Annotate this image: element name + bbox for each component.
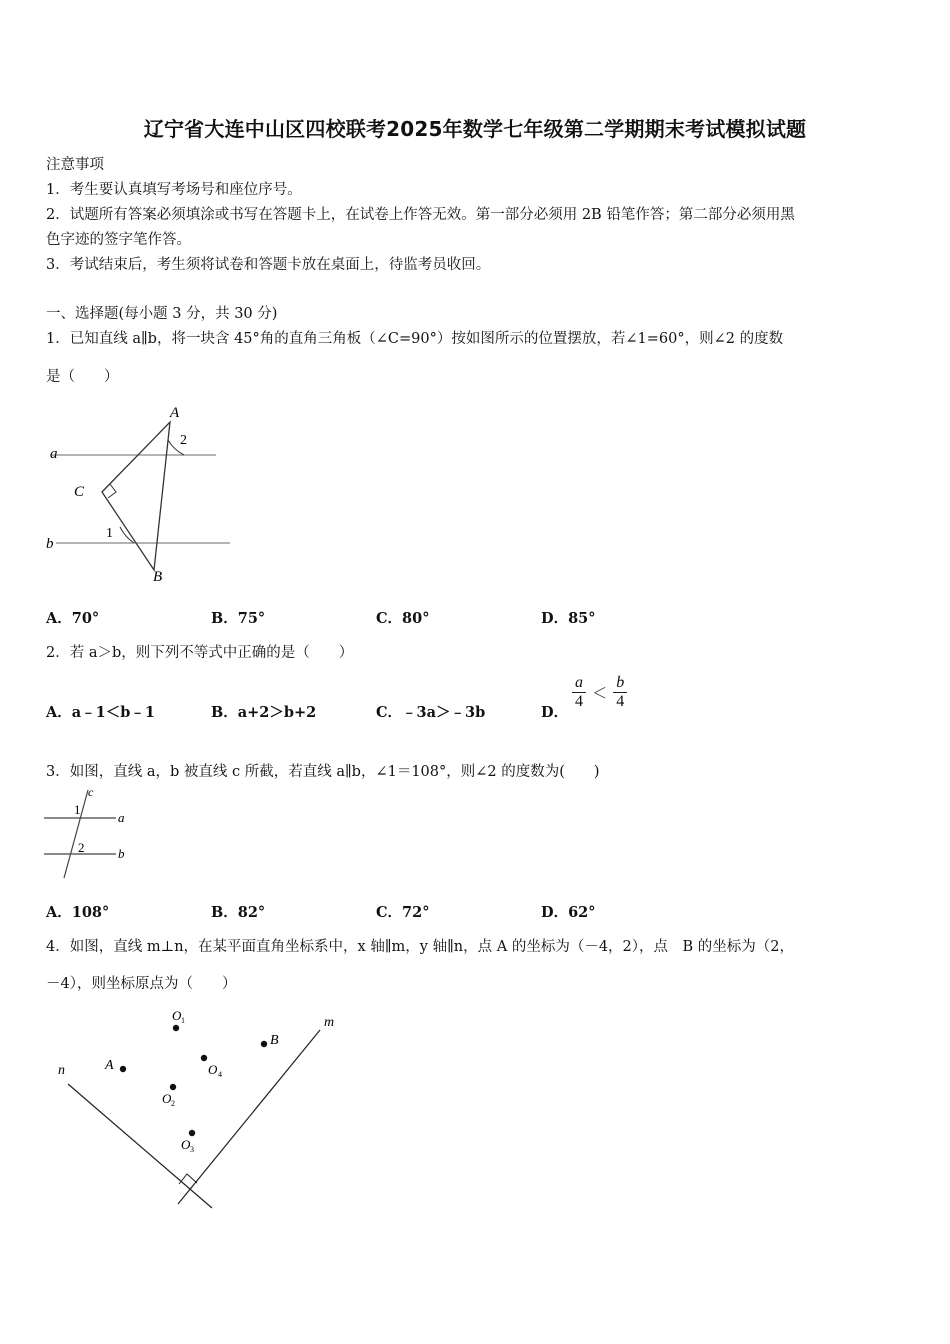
point-B: [261, 1041, 267, 1047]
q2-stem: 2．若 a＞b，则下列不等式中正确的是（ ）: [46, 645, 354, 661]
q2-option-d: D．: [541, 704, 569, 721]
label-B: B: [153, 569, 163, 585]
page-title: 辽宁省大连中山区四校联考2025年数学七年级第二学期期末考试模拟试题: [143, 117, 807, 141]
label-2: 2: [78, 840, 85, 855]
label-O4: O: [208, 1062, 218, 1077]
label-1: 1: [106, 526, 113, 541]
fraction-right: [613, 674, 627, 711]
q3-option-d: D．62°: [541, 904, 596, 921]
label-a: a: [50, 446, 58, 462]
less-than-sign: ＜: [592, 684, 608, 702]
fraction-left: [572, 674, 586, 711]
label-b: b: [46, 536, 54, 552]
q3-stem: 3．如图，直线 a，b 被直线 c 所截，若直线 a∥b，∠1＝108°，则∠2 的度数为( ): [46, 764, 600, 780]
label-O2-sub: 2: [171, 1099, 175, 1108]
point-O3: [189, 1130, 195, 1136]
point-A: [120, 1066, 126, 1072]
line-m: [178, 1030, 320, 1204]
q2-option-c: C．﹣3a＞﹣3b: [376, 704, 486, 721]
q1-stem-line1: 1．已知直线 a∥b，将一块含 45°角的直角三角板（∠C=90°）按如图所示的位置摆放，若∠1=60°，则∠2 的度数: [46, 331, 784, 347]
q2-option-b: B．a+2＞b+2: [211, 704, 317, 721]
numerator: b: [616, 674, 625, 691]
point-O2: [170, 1084, 176, 1090]
q3-option-b: B．82°: [211, 904, 266, 921]
label-b: b: [118, 846, 125, 861]
q4-stem-line2: －4），则坐标原点为（ ）: [46, 976, 237, 992]
q3-figure: [44, 786, 134, 882]
q3-option-a: A．108°: [46, 904, 110, 921]
section-heading: 一、选择题(每小题 3 分，共 30 分): [46, 306, 278, 322]
denominator: 4: [575, 693, 583, 710]
label-O3: O: [181, 1137, 191, 1152]
label-O1-sub: 1: [181, 1016, 185, 1025]
denominator: 4: [616, 693, 625, 710]
label-O3-sub: 3: [190, 1145, 194, 1154]
numerator: a: [575, 674, 583, 691]
point-O1: [173, 1025, 179, 1031]
q2-option-d-expression: [572, 674, 627, 711]
label-2: 2: [180, 433, 187, 448]
right-angle-mark: [108, 484, 116, 498]
q1-figure: [44, 400, 244, 590]
q4-figure: [50, 1006, 350, 1212]
q3-option-c: C．72°: [376, 904, 430, 921]
label-a: a: [118, 810, 125, 825]
q1-option-d: D．85°: [541, 610, 596, 627]
label-c: c: [88, 786, 94, 799]
label-n: n: [58, 1063, 65, 1078]
label-O4-sub: 4: [218, 1070, 222, 1079]
notes-heading: 注意事项: [46, 157, 104, 173]
q1-option-b: B．75°: [211, 610, 266, 627]
note-item: 3．考试结束后，考生须将试卷和答题卡放在桌面上，待监考员收回。: [46, 257, 491, 273]
q1-option-c: C．80°: [376, 610, 430, 627]
note-item: 色字迹的签字笔作答。: [46, 232, 191, 248]
note-item: 1．考生要认真填写考场号和座位序号。: [46, 182, 302, 198]
label-O2: O: [162, 1091, 172, 1106]
label-m: m: [324, 1015, 335, 1030]
point-O4: [201, 1055, 207, 1061]
q4-stem-line1: 4．如图，直线 m⊥n，在某平面直角坐标系中，x 轴∥m，y 轴∥n，点 A 的坐标为（－4，2），点 B 的坐标为（2，: [46, 939, 795, 955]
q1-stem-line2: 是（ ）: [46, 369, 119, 385]
label-1: 1: [74, 802, 81, 817]
q1-option-a: A．70°: [46, 610, 100, 627]
label-B: B: [270, 1033, 279, 1048]
note-item: 2．试题所有答案必须填涂或书写在答题卡上，在试卷上作答无效。第一部分必须用 2B 铅笔作答；第二部分必须用黑: [46, 207, 795, 223]
label-A: A: [105, 1058, 114, 1073]
label-C: C: [74, 484, 85, 500]
label-A: A: [170, 405, 180, 421]
triangle: [102, 422, 170, 570]
label-O1: O: [172, 1008, 182, 1023]
q2-option-a: A．a﹣1＜b﹣1: [46, 704, 155, 721]
